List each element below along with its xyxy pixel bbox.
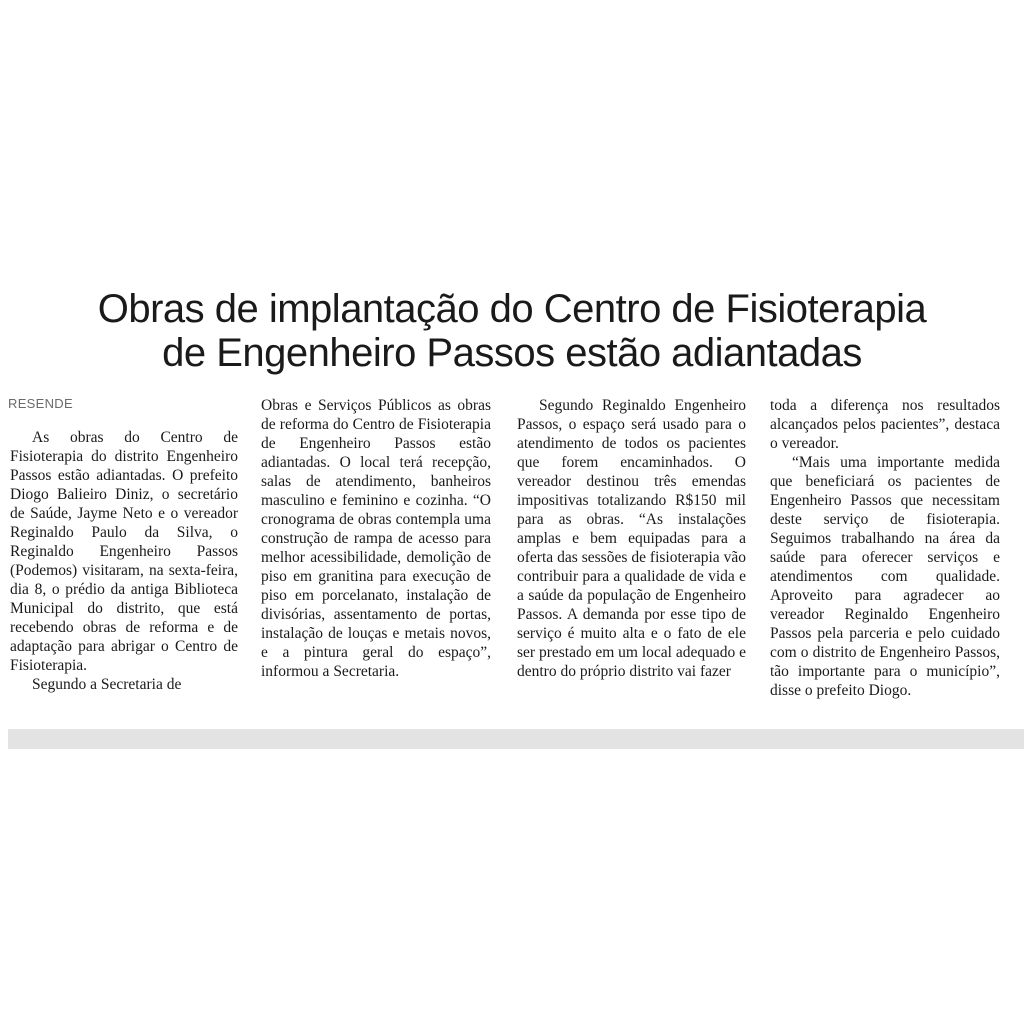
article-column-2 [261,396,491,681]
bottom-divider-bar [8,729,1024,749]
section-kicker: RESENDE [8,396,73,411]
paragraph: As obras do Centro de Fisioterapia do distrito Engenheiro Passos estão adiantadas. O prefeito Diogo Balieiro Diniz, o secretário de Saúde, Jayme Neto e o vereador Reginaldo Paulo da Silva, o Reginaldo Engenheiro Passos (Podemos) visitaram, na sexta-feira, dia 8, o prédio da antiga Biblioteca Municipal do distrito, que está recebendo obras de reforma e de adaptação para abrigar o Centro de Fisioterapia. [10,429,238,674]
paragraph: Obras e Serviços Públicos as obras de reforma do Centro de Fisioterapia de Engenheiro Passos estão adiantadas. O local terá recepção, salas de atendimento, banheiros masculino e feminino e cozinha. “O cronograma de obras contempla uma construção de rampa de acesso para melhor acessibilidade, demolição de piso em granitina para execução de piso em porcelanato, instalação de divisórias, assentamento de portas, instalação de louças e metais novos, e a pintura geral do espaço”, informou a Secretaria. [261,397,491,680]
headline-line-1: Obras de implantação do Centro de Fisioterapia [97,287,927,331]
article-column-1 [10,428,238,694]
article-column-3 [517,396,746,681]
article-column-4 [770,396,1000,700]
paragraph: Segundo Reginaldo Engenheiro Passos, o espaço será usado para o atendimento de todos os pacientes que forem encaminhados. O vereador destinou três emendas impositivas totalizando R$150 mil para as obras. “As instalações amplas e bem equipadas para a oferta das sessões de fisioterapia vão contribuir para a qualidade de vida e a saúde da população de Engenheiro Passos. A demanda por esse tipo de serviço é muito alta e o fato de ele ser prestado em um local adequado e dentro do próprio distrito vai fazer [517,397,746,680]
paragraph: Segundo a Secretaria de [32,676,182,693]
paragraph: toda a diferença nos resultados alcançados pelos pacientes”, destaca o vereador. [770,397,1000,452]
headline-line-2: de Engenheiro Passos estão adiantadas [162,331,862,375]
headline [0,287,1024,375]
paragraph: “Mais uma importante medida que beneficiará os pacientes de Engenheiro Passos que necessitam deste serviço de fisioterapia. Seguimos trabalhando na área da saúde para oferecer serviços e atendimentos com qualidade. Aproveito para agradecer ao vereador Reginaldo Engenheiro Passos pela parceria e pelo cuidado com o distrito de Engenheiro Passos, tão importante para o município”, disse o prefeito Diogo. [770,454,1000,699]
